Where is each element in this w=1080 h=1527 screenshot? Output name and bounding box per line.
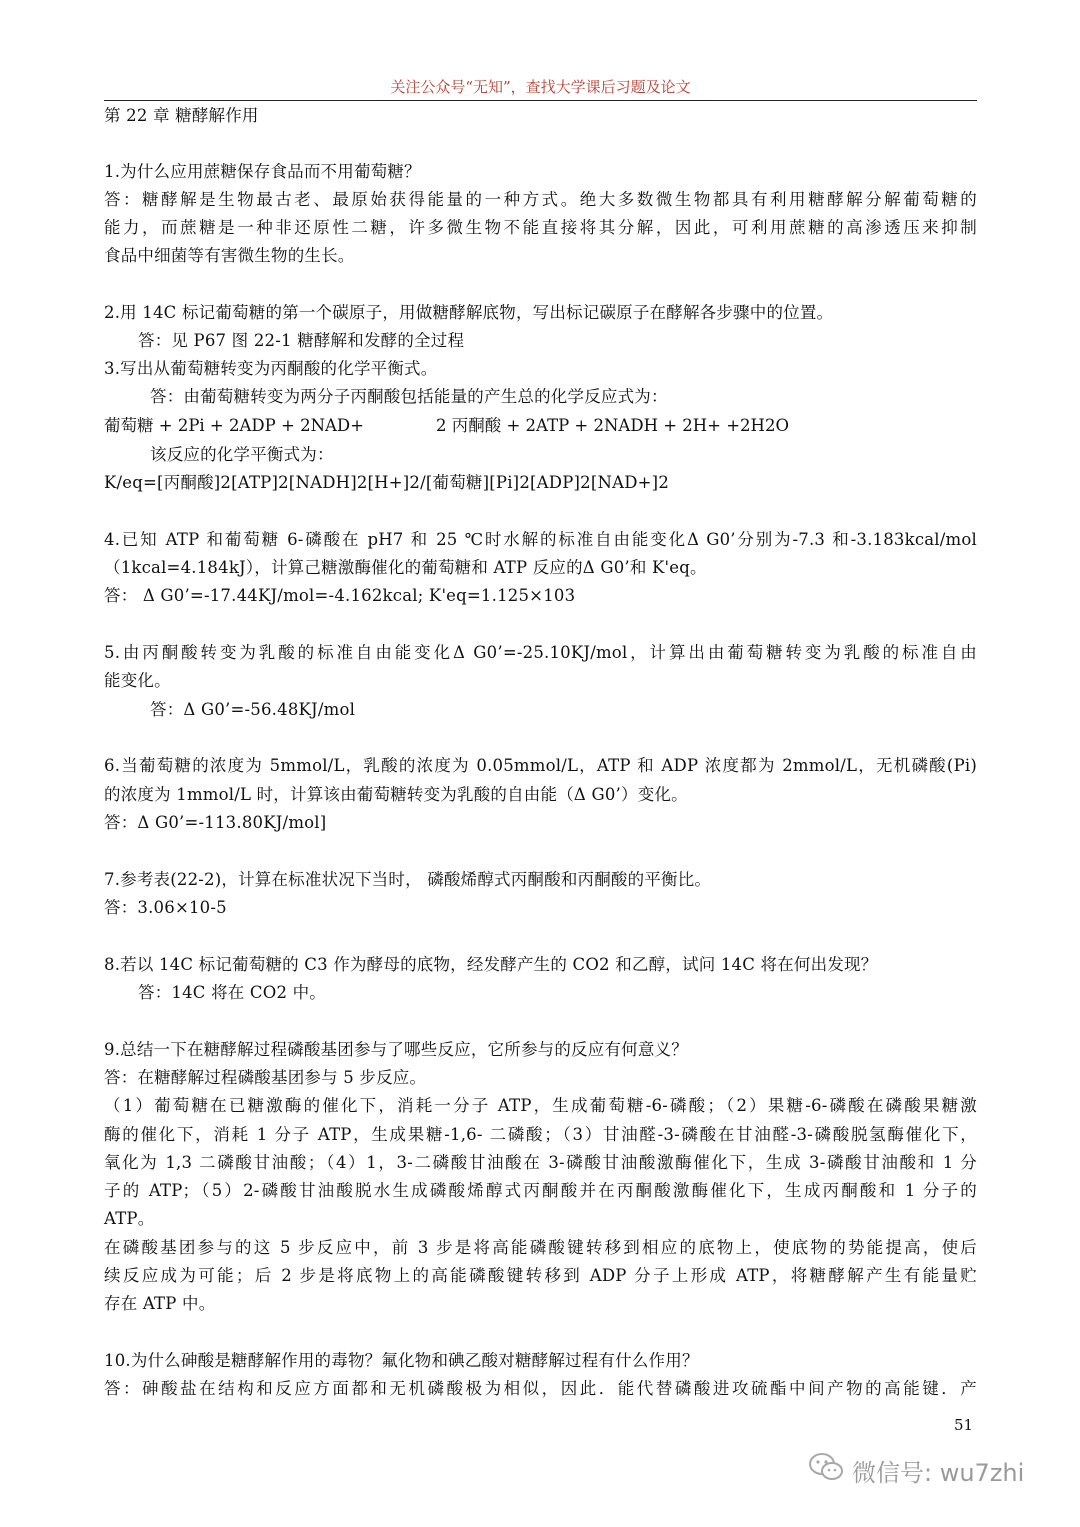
answer-3-line-1: 答：由葡萄糖转变为两分子丙酮酸包括能量的产生总的化学反应式为： [150, 387, 668, 406]
question-8: 8.若以 14C 标记葡萄糖的 C3 作为酵母的底物，经发酵产生的 CO2 和乙醇，试问 14C 将在何出发现？ [104, 955, 878, 974]
question-1: 1.为什么应用蔗糖保存食品而不用葡萄糖？ [104, 162, 421, 181]
equation-left: 葡萄糖 + 2Pi + 2ADP + 2NAD+ [104, 416, 364, 435]
answer-4: 答： Δ G0’=-17.44KJ/mol=-4.162kcal; K'eq=1.125×103 [104, 586, 576, 605]
equation-right: 2 丙酮酸 + 2ATP + 2NADH + 2H+ +2H2O [436, 416, 789, 435]
answer-9-line-2: （1）葡萄糖在已糖激酶的催化下，消耗一分子 ATP，生成葡萄糖-6-磷酸；（2）果糖-6-磷酸在磷酸果糖激 [104, 1096, 977, 1115]
header-rule [104, 100, 977, 101]
page-number: 51 [954, 1416, 974, 1434]
equilibrium-formula: K/eq=[丙酮酸]2[ATP]2[NADH]2[H+]2/[葡萄糖][Pi]2[ADP]2[NAD+]2 [104, 473, 670, 492]
answer-9-line-5: 子的 ATP；（5）2-磷酸甘油酸脱水生成磷酸烯醇式丙酮酸并在丙酮酸激酶催化下，生成丙酮酸和 1 分子的 [104, 1181, 977, 1200]
page-header: 关注公众号“无知”，查找大学课后习题及论文 [390, 78, 691, 96]
answer-1-line-2: 能力，而蔗糖是一种非还原性二糖，许多微生物不能直接将其分解，因此，可利用蔗糖的高渗透压来抑制 [104, 218, 977, 237]
question-6-line-1: 6.当葡萄糖的浓度为 5mmol/L，乳酸的浓度为 0.05mmol/L，ATP 和 ADP 浓度都为 2mmol/L，无机磷酸(Pi) [104, 756, 977, 775]
question-2: 2.用 14C 标记葡萄糖的第一个碳原子，用做糖酵解底物，写出标记碳原子在酵解各步骤中的位置。 [104, 303, 834, 322]
answer-6: 答：Δ G0’=-113.80KJ/mol] [104, 813, 327, 832]
answer-9-line-6: ATP。 [104, 1209, 155, 1228]
answer-5: 答：Δ G0’=-56.48KJ/mol [150, 700, 356, 719]
answer-9-line-3: 酶的催化下，消耗 1 分子 ATP，生成果糖-1,6- 二磷酸；（3）甘油醛-3-磷酸在甘油醛-3-磷酸脱氢酶催化下， [104, 1125, 977, 1144]
question-5-line-2: 能变化。 [104, 671, 171, 690]
chapter-title: 第 22 章 糖酵解作用 [104, 106, 259, 125]
answer-7: 答：3.06×10-5 [104, 898, 227, 917]
answer-9-line-7: 在磷酸基团参与的这 5 步反应中，前 3 步是将高能磷酸键转移到相应的底物上，使底物的势能提高，使后 [104, 1238, 977, 1257]
question-7: 7.参考表(22-2)，计算在标准状况下当时， 磷酸烯醇式丙酮酸和丙酮酸的平衡比。 [104, 870, 712, 889]
question-9: 9.总结一下在糖酵解过程磷酸基团参与了哪些反应，它所参与的反应有何意义？ [104, 1040, 688, 1059]
answer-1-line-3: 食品中细菌等有害微生物的生长。 [104, 246, 355, 265]
answer-9-line-8: 续反应成为可能；后 2 步是将底物上的高能磷酸键转移到 ADP 分子上形成 ATP，将糖酵解产生有能量贮 [104, 1266, 977, 1285]
answer-3-line-2: 该反应的化学平衡式为： [150, 445, 334, 464]
watermark [808, 1452, 1024, 1488]
question-3: 3.写出从葡萄糖转变为丙酮酸的化学平衡式。 [104, 359, 438, 378]
answer-1-line-1: 答：糖酵解是生物最古老、最原始获得能量的一种方式。绝大多数微生物都具有利用糖酵解分解葡萄糖的 [104, 190, 977, 209]
answer-9-line-1: 答：在糖酵解过程磷酸基团参与 5 步反应。 [104, 1068, 427, 1087]
wechat-icon [808, 1452, 844, 1488]
answer-8: 答：14C 将在 CO2 中。 [138, 983, 327, 1002]
answer-9-line-4: 氧化为 1,3 二磷酸甘油酸；（4）1，3-二磷酸甘油酸在 3-磷酸甘油酸激酶催化下，生成 3-磷酸甘油酸和 1 分 [104, 1153, 977, 1172]
question-4-line-2: （1kcal=4.184kJ），计算己糖激酶催化的葡萄糖和 ATP 反应的Δ G0’和 K'eq。 [104, 558, 707, 577]
answer-10-line-1: 答：砷酸盐在结构和反应方面都和无机磷酸极为相似，因此．能代替磷酸进攻硫酯中间产物的高能键．产 [104, 1379, 977, 1398]
question-10: 10.为什么砷酸是糖酵解作用的毒物？氟化物和碘乙酸对糖酵解过程有什么作用？ [104, 1351, 699, 1370]
answer-2: 答：见 P67 图 22-1 糖酵解和发酵的全过程 [138, 331, 465, 350]
answer-9-line-9: 存在 ATP 中。 [104, 1294, 216, 1313]
watermark-text: 微信号: wu7zhi [852, 1458, 1025, 1487]
question-6-line-2: 的浓度为 1mmol/L 时，计算该由葡萄糖转变为乳酸的自由能（Δ G0’）变化。 [104, 785, 688, 804]
question-4-line-1: 4.已知 ATP 和葡萄糖 6-磷酸在 pH7 和 25 ℃时水解的标准自由能变化Δ G0’分别为-7.3 和-3.183kcal/mol [104, 530, 977, 549]
question-5-line-1: 5.由丙酮酸转变为乳酸的标准自由能变化Δ G0’=-25.10KJ/mol，计算出由葡萄糖转变为乳酸的标准自由 [104, 643, 977, 662]
